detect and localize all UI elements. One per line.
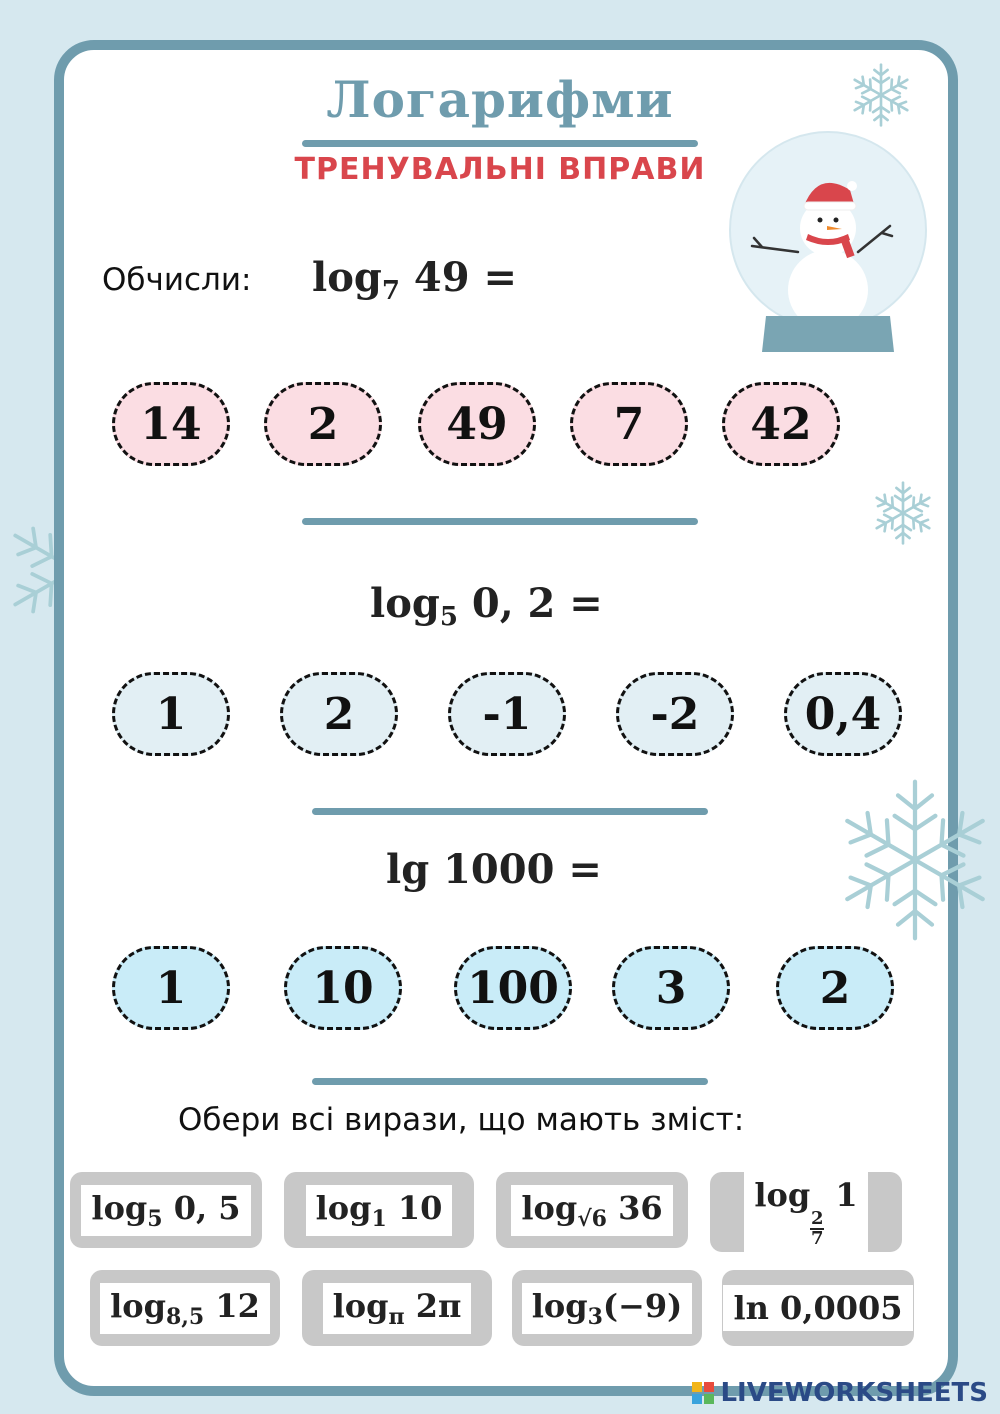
fraction: $\frac{2}{7}$ bbox=[810, 1208, 824, 1249]
card-expression: $\log_\pi 2\pi$ bbox=[323, 1283, 472, 1334]
q3-option[interactable]: 100 bbox=[454, 946, 572, 1030]
footer-brand[interactable] bbox=[692, 1378, 988, 1408]
page-title: Логарифми bbox=[326, 70, 674, 129]
q2-option[interactable]: 2 bbox=[280, 672, 398, 756]
q3-expression: lg 1000 = bbox=[386, 846, 602, 893]
page-subtitle: ТРЕНУВАЛЬНІ ВПРАВИ bbox=[294, 152, 706, 187]
q4-card[interactable] bbox=[70, 1172, 262, 1248]
q4-card[interactable] bbox=[302, 1270, 492, 1346]
brand-name: LIVEWORKSHEETS bbox=[720, 1378, 988, 1408]
q1-expression: $\log_7 49$ = bbox=[312, 254, 517, 306]
q3-option[interactable]: 2 bbox=[776, 946, 894, 1030]
divider bbox=[302, 518, 698, 525]
q3-option[interactable]: 3 bbox=[612, 946, 730, 1030]
card-expression: $\log_1 10$ bbox=[306, 1185, 453, 1236]
q4-card[interactable] bbox=[90, 1270, 280, 1346]
card-expression: $\log_{√6} 36$ bbox=[511, 1185, 672, 1236]
q1-option[interactable]: 42 bbox=[722, 382, 840, 466]
q1-option[interactable]: 7 bbox=[570, 382, 688, 466]
q1-prompt: Обчисли: bbox=[102, 262, 252, 298]
q2-option[interactable]: -1 bbox=[448, 672, 566, 756]
q3-option[interactable]: 10 bbox=[284, 946, 402, 1030]
card-expression: $\log_3(-9)$ bbox=[522, 1283, 693, 1334]
q1-option[interactable]: 49 bbox=[418, 382, 536, 466]
q1-option[interactable]: 14 bbox=[112, 382, 230, 466]
liveworksheets-logo-icon bbox=[692, 1382, 714, 1404]
divider bbox=[312, 808, 708, 815]
divider bbox=[302, 140, 698, 147]
q2-option[interactable]: 0,4 bbox=[784, 672, 902, 756]
q4-card[interactable] bbox=[512, 1270, 702, 1346]
q1-option[interactable]: 2 bbox=[264, 382, 382, 466]
snowflake-icon bbox=[830, 770, 1000, 950]
q4-card[interactable] bbox=[722, 1270, 914, 1346]
card-expression: $\log_5 0$, 5 bbox=[81, 1185, 250, 1236]
snowman-globe-icon bbox=[722, 130, 934, 354]
q4-prompt: Обери всі вирази, що мають зміст: bbox=[178, 1102, 745, 1138]
q4-card[interactable] bbox=[710, 1172, 902, 1252]
card-expression: ln 0,0005 bbox=[723, 1285, 912, 1331]
card-expression: log $\frac{2}{7}$ 1 bbox=[744, 1172, 867, 1252]
q2-option[interactable]: -2 bbox=[616, 672, 734, 756]
q2-expression: $\log_5 0$, 2 = bbox=[370, 580, 603, 632]
snowflake-icon bbox=[848, 60, 914, 130]
q2-option[interactable]: 1 bbox=[112, 672, 230, 756]
snowflake-icon bbox=[870, 478, 936, 548]
q4-card[interactable] bbox=[496, 1172, 688, 1248]
q4-card[interactable] bbox=[284, 1172, 474, 1248]
divider bbox=[312, 1078, 708, 1085]
card-expression: $\log_{8,5} 12$ bbox=[100, 1283, 270, 1334]
q3-option[interactable]: 1 bbox=[112, 946, 230, 1030]
